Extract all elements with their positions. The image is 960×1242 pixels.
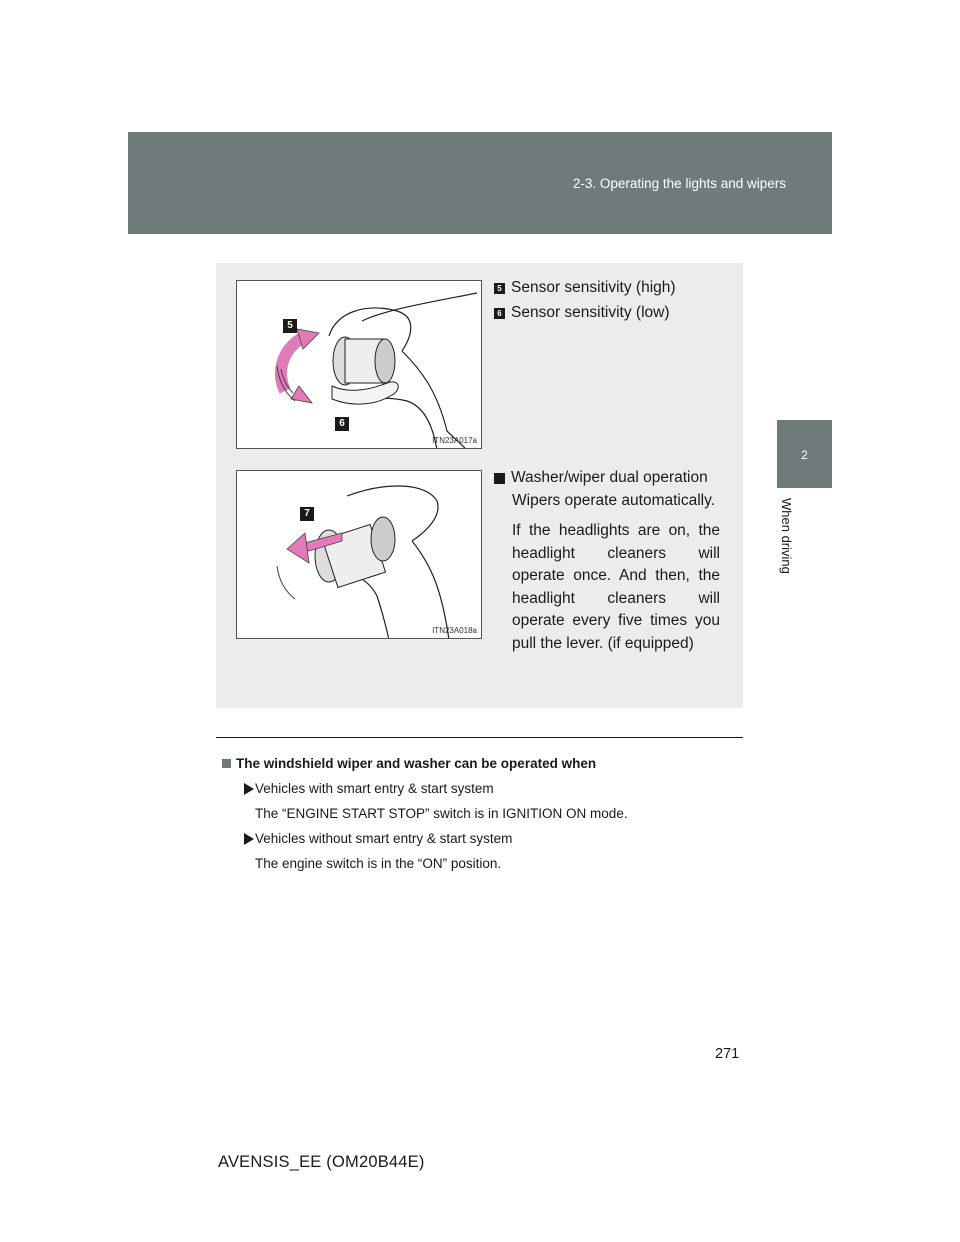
- lever-pull-illustration-icon: [237, 471, 482, 639]
- note-detail: The engine switch is in the “ON” position.: [255, 856, 502, 871]
- instruction-panel: [216, 263, 743, 708]
- item-detail: If the headlights are on, the headlight cleaners will operate once. And then, the headlight cleaners will operate every five times you pull the lever. (if equipped): [512, 522, 720, 652]
- chapter-tab: [777, 420, 832, 488]
- notes-heading: [222, 756, 742, 771]
- notes-heading-text: The windshield wiper and washer can be operated when: [236, 756, 597, 771]
- note-label: Vehicles with smart entry & start system: [255, 781, 494, 796]
- figure-code: ITN23A018a: [432, 626, 477, 635]
- item-detail: Wipers operate automatically.: [512, 491, 716, 509]
- item-text: Sensor sensitivity (high): [511, 279, 676, 296]
- item-6: [494, 302, 720, 325]
- triangle-bullet-icon: [244, 783, 254, 795]
- figure-dual-operation: [236, 470, 482, 639]
- callout-7: 7: [300, 507, 314, 521]
- item-number: 7: [494, 473, 505, 484]
- chapter-label: [777, 498, 797, 618]
- notes-section: [222, 756, 742, 871]
- figure-code: ITN23A017a: [432, 436, 477, 445]
- page-number: 271: [715, 1046, 740, 1062]
- document-footer: AVENSIS_EE (OM20B44E): [218, 1153, 425, 1171]
- note-condition: [222, 781, 742, 796]
- figure-sensor-sensitivity: [236, 280, 482, 449]
- item-5: [494, 277, 720, 300]
- note-detail: The “ENGINE START STOP” switch is in IGNITION ON mode.: [255, 806, 628, 821]
- chapter-number: 2: [801, 448, 808, 462]
- lever-illustration-icon: [237, 281, 482, 449]
- item-7: [488, 467, 720, 655]
- divider: [216, 737, 743, 738]
- callout-5: 5: [283, 319, 297, 333]
- square-bullet-icon: [222, 759, 231, 768]
- header-band: [128, 132, 832, 234]
- note-condition: [222, 831, 742, 846]
- item-number: 5: [494, 283, 505, 294]
- callout-6: 6: [335, 417, 349, 431]
- item-text: Sensor sensitivity (low): [511, 304, 670, 321]
- chapter-label-text: When driving: [779, 498, 794, 574]
- item-text: Washer/wiper dual operation: [511, 469, 708, 486]
- item-number: 6: [494, 308, 505, 319]
- triangle-bullet-icon: [244, 833, 254, 845]
- note-label: Vehicles without smart entry & start system: [255, 831, 513, 846]
- section-title: 2-3. Operating the lights and wipers: [572, 176, 786, 191]
